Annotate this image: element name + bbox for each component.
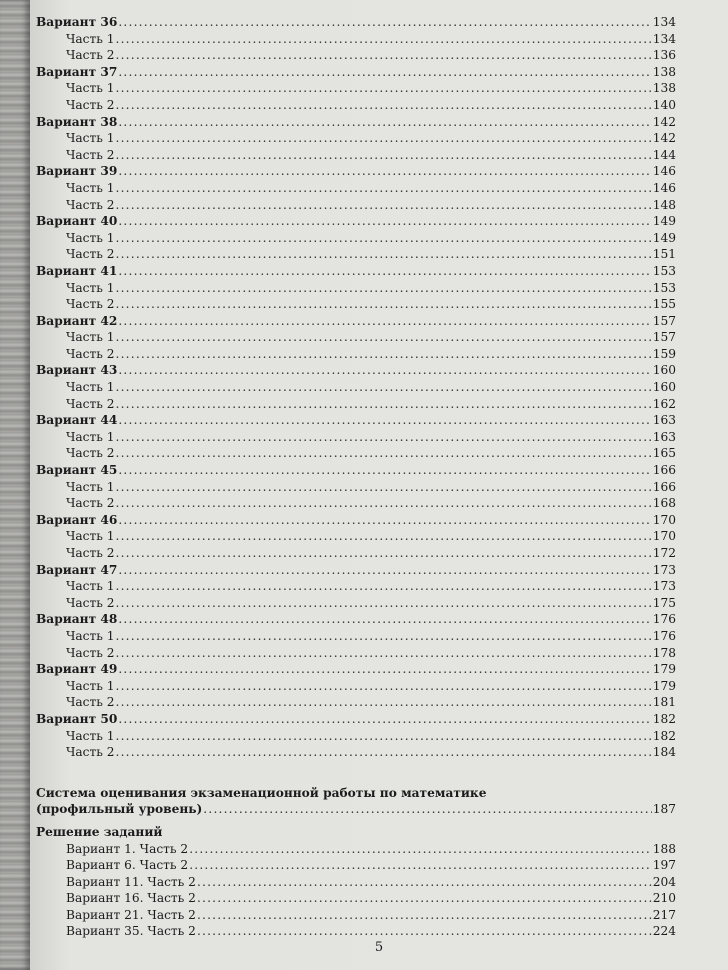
toc-part-entry[interactable] <box>36 246 676 263</box>
toc-part-entry-label: Часть 2 <box>66 645 115 660</box>
leader-dots <box>116 528 652 545</box>
toc-part-entry-label: Часть 1 <box>66 31 115 46</box>
toc-part-entry-page: 178 <box>652 645 676 660</box>
solutions-list <box>36 841 676 941</box>
toc-part-entry[interactable] <box>36 296 676 313</box>
grading-page: 187 <box>652 802 676 817</box>
toc-part-entry[interactable] <box>36 479 676 496</box>
toc-part-entry-label: Часть 2 <box>66 297 115 312</box>
toc-part-entry[interactable] <box>36 80 676 97</box>
leader-dots <box>118 163 651 180</box>
leader-dots <box>118 711 651 728</box>
toc-part-entry-label: Часть 2 <box>66 595 115 610</box>
toc-part-entry-label: Часть 1 <box>66 380 115 395</box>
toc-part-entry[interactable] <box>36 628 676 645</box>
toc-variant-entry[interactable] <box>36 213 676 230</box>
toc-part-entry-page: 163 <box>652 429 676 444</box>
toc-part-entry[interactable] <box>36 47 676 64</box>
toc-part-entry-label: Часть 1 <box>66 429 115 444</box>
leader-dots <box>118 462 651 479</box>
solution-entry-label: Вариант 1. Часть 2 <box>66 841 189 856</box>
leader-dots <box>116 31 652 48</box>
toc-variant-entry-label: Вариант 39 <box>36 164 118 179</box>
solution-entry-label: Вариант 11. Часть 2 <box>66 874 196 889</box>
variant-list <box>36 14 676 761</box>
toc-variant-entry[interactable] <box>36 14 676 31</box>
table-of-contents <box>36 14 676 940</box>
toc-part-entry-page: 166 <box>652 479 676 494</box>
solution-entry-label: Вариант 16. Часть 2 <box>66 891 196 906</box>
leader-dots <box>116 479 652 496</box>
toc-part-entry[interactable] <box>36 346 676 363</box>
toc-part-entry-label: Часть 2 <box>66 446 115 461</box>
leader-dots <box>116 645 652 662</box>
toc-variant-entry-label: Вариант 41 <box>36 263 118 278</box>
toc-part-entry-label: Часть 2 <box>66 197 115 212</box>
toc-part-entry-label: Часть 1 <box>66 728 115 743</box>
leader-dots <box>118 362 651 379</box>
toc-part-entry-page: 134 <box>652 31 676 46</box>
grading-entry[interactable] <box>36 801 676 818</box>
toc-part-entry-page: 149 <box>652 230 676 245</box>
solution-entry-page: 197 <box>652 858 676 873</box>
toc-part-entry-label: Часть 2 <box>66 147 115 162</box>
toc-part-entry[interactable] <box>36 130 676 147</box>
leader-dots <box>116 595 652 612</box>
toc-part-entry[interactable] <box>36 147 676 164</box>
solution-entry[interactable] <box>36 907 676 924</box>
toc-variant-entry-label: Вариант 42 <box>36 313 118 328</box>
toc-part-entry-page: 176 <box>652 628 676 643</box>
toc-part-entry-label: Часть 2 <box>66 247 115 262</box>
toc-variant-entry-label: Вариант 40 <box>36 214 118 229</box>
toc-part-entry-page: 179 <box>652 678 676 693</box>
toc-part-entry-label: Часть 2 <box>66 396 115 411</box>
toc-variant-entry-label: Вариант 49 <box>36 662 118 677</box>
toc-part-entry-label: Часть 2 <box>66 97 115 112</box>
toc-variant-entry-page: 160 <box>652 363 676 378</box>
toc-part-entry-label: Часть 1 <box>66 81 115 96</box>
toc-part-entry-page: 173 <box>652 579 676 594</box>
leader-dots <box>116 80 652 97</box>
toc-part-entry-page: 170 <box>652 529 676 544</box>
leader-dots <box>116 329 652 346</box>
leader-dots <box>118 114 651 131</box>
solution-entry-page: 217 <box>652 907 676 922</box>
toc-variant-entry-label: Вариант 38 <box>36 114 118 129</box>
toc-variant-entry[interactable] <box>36 263 676 280</box>
leader-dots <box>116 280 652 297</box>
leader-dots <box>116 147 652 164</box>
leader-dots <box>189 857 652 874</box>
toc-variant-entry-label: Вариант 37 <box>36 64 118 79</box>
toc-part-entry[interactable] <box>36 280 676 297</box>
toc-part-entry[interactable] <box>36 578 676 595</box>
toc-variant-entry-page: 179 <box>652 662 676 677</box>
toc-part-entry-label: Часть 2 <box>66 496 115 511</box>
leader-dots <box>116 429 652 446</box>
toc-part-entry-page: 168 <box>652 496 676 511</box>
toc-part-entry-label: Часть 2 <box>66 48 115 63</box>
leader-dots <box>203 801 651 818</box>
leader-dots <box>118 562 651 579</box>
toc-part-entry[interactable] <box>36 329 676 346</box>
solution-entry[interactable] <box>36 874 676 891</box>
solution-entry-page: 210 <box>652 891 676 906</box>
leader-dots <box>118 14 651 31</box>
toc-part-entry[interactable] <box>36 429 676 446</box>
leader-dots <box>118 64 651 81</box>
toc-part-entry-page: 151 <box>652 247 676 262</box>
leader-dots <box>197 874 652 891</box>
toc-part-entry-label: Часть 2 <box>66 346 115 361</box>
toc-variant-entry-page: 170 <box>652 512 676 527</box>
toc-part-entry[interactable] <box>36 230 676 247</box>
solution-entry[interactable] <box>36 857 676 874</box>
toc-part-entry-page: 165 <box>652 446 676 461</box>
toc-part-entry[interactable] <box>36 744 676 761</box>
toc-part-entry[interactable] <box>36 396 676 413</box>
toc-variant-entry-label: Вариант 46 <box>36 512 118 527</box>
toc-part-entry[interactable] <box>36 197 676 214</box>
toc-part-entry-page: 136 <box>652 48 676 63</box>
solution-entry-label: Вариант 6. Часть 2 <box>66 858 189 873</box>
toc-variant-entry-page: 149 <box>652 214 676 229</box>
toc-part-entry-label: Часть 1 <box>66 280 115 295</box>
leader-dots <box>116 197 652 214</box>
toc-part-entry-label: Часть 1 <box>66 330 115 345</box>
solution-entry[interactable] <box>36 923 676 940</box>
toc-part-entry[interactable] <box>36 678 676 695</box>
toc-variant-entry-page: 146 <box>652 164 676 179</box>
toc-variant-entry-label: Вариант 50 <box>36 711 118 726</box>
leader-dots <box>189 841 652 858</box>
leader-dots <box>118 512 651 529</box>
toc-part-entry-page: 138 <box>652 81 676 96</box>
solution-entry[interactable] <box>36 841 676 858</box>
leader-dots <box>116 545 652 562</box>
page-number: 5 <box>374 940 384 955</box>
toc-part-entry[interactable] <box>36 528 676 545</box>
toc-part-entry-page: 182 <box>652 728 676 743</box>
leader-dots <box>116 678 652 695</box>
toc-variant-entry-page: 166 <box>652 463 676 478</box>
toc-part-entry-page: 148 <box>652 197 676 212</box>
toc-part-entry-label: Часть 1 <box>66 579 115 594</box>
leader-dots <box>197 890 652 907</box>
solutions-title: Решение заданий <box>36 824 163 839</box>
toc-variant-entry-page: 157 <box>652 313 676 328</box>
toc-part-entry-page: 160 <box>652 380 676 395</box>
leader-dots <box>116 744 652 761</box>
toc-variant-entry-label: Вариант 36 <box>36 15 118 29</box>
leader-dots <box>197 923 652 940</box>
toc-part-entry[interactable] <box>36 645 676 662</box>
leader-dots <box>118 313 651 330</box>
toc-variant-entry-label: Вариант 47 <box>36 562 118 577</box>
toc-variant-entry[interactable] <box>36 611 676 628</box>
leader-dots <box>116 97 652 114</box>
toc-part-entry[interactable] <box>36 31 676 48</box>
leader-dots <box>116 346 652 363</box>
toc-part-entry-page: 175 <box>652 595 676 610</box>
toc-part-entry-page: 162 <box>652 396 676 411</box>
leader-dots <box>116 396 652 413</box>
toc-part-entry-page: 155 <box>652 297 676 312</box>
leader-dots <box>116 296 652 313</box>
toc-variant-entry-page: 182 <box>652 711 676 726</box>
toc-variant-entry[interactable] <box>36 64 676 81</box>
toc-part-entry-label: Часть 1 <box>66 678 115 693</box>
toc-part-entry-page: 153 <box>652 280 676 295</box>
solution-entry-page: 204 <box>652 874 676 889</box>
toc-part-entry[interactable] <box>36 495 676 512</box>
solution-entry-page: 224 <box>652 924 676 939</box>
toc-variant-entry[interactable] <box>36 313 676 330</box>
toc-part-entry[interactable] <box>36 445 676 462</box>
toc-variant-entry-label: Вариант 45 <box>36 463 118 478</box>
leader-dots <box>116 180 652 197</box>
leader-dots <box>118 412 651 429</box>
toc-part-entry-page: 144 <box>652 147 676 162</box>
toc-part-entry-label: Часть 1 <box>66 529 115 544</box>
toc-part-entry[interactable] <box>36 180 676 197</box>
toc-part-entry-page: 146 <box>652 180 676 195</box>
toc-part-entry-label: Часть 1 <box>66 131 115 146</box>
leader-dots <box>116 628 652 645</box>
toc-variant-entry-label: Вариант 44 <box>36 413 118 428</box>
toc-variant-entry-page: 134 <box>652 15 676 29</box>
toc-part-entry[interactable] <box>36 694 676 711</box>
toc-part-entry-label: Часть 2 <box>66 695 115 710</box>
toc-part-entry[interactable] <box>36 545 676 562</box>
leader-dots <box>116 578 652 595</box>
toc-variant-entry[interactable] <box>36 412 676 429</box>
leader-dots <box>197 907 652 924</box>
toc-variant-entry[interactable] <box>36 114 676 131</box>
toc-part-entry-page: 159 <box>652 346 676 361</box>
toc-variant-entry[interactable] <box>36 362 676 379</box>
book-binding <box>0 0 30 970</box>
toc-variant-entry-label: Вариант 43 <box>36 363 118 378</box>
toc-part-entry[interactable] <box>36 97 676 114</box>
toc-part-entry-page: 142 <box>652 131 676 146</box>
toc-part-entry[interactable] <box>36 379 676 396</box>
toc-part-entry-page: 172 <box>652 546 676 560</box>
toc-part-entry-label: Часть 1 <box>66 180 115 195</box>
leader-dots <box>116 230 652 247</box>
leader-dots <box>116 130 652 147</box>
solution-entry-label: Вариант 21. Часть 2 <box>66 907 196 922</box>
toc-part-entry-label: Часть 1 <box>66 230 115 245</box>
leader-dots <box>118 213 651 230</box>
solution-entry-page: 188 <box>652 841 676 856</box>
toc-variant-entry-page: 153 <box>652 263 676 278</box>
leader-dots <box>116 694 652 711</box>
leader-dots <box>118 611 651 628</box>
toc-part-entry-label: Часть 2 <box>66 745 115 760</box>
toc-part-entry[interactable] <box>36 595 676 612</box>
leader-dots <box>116 728 652 745</box>
toc-variant-entry[interactable] <box>36 462 676 479</box>
toc-part-entry[interactable] <box>36 728 676 745</box>
toc-variant-entry-page: 173 <box>652 562 676 577</box>
leader-dots <box>118 263 651 280</box>
solution-entry[interactable] <box>36 890 676 907</box>
toc-variant-entry[interactable] <box>36 711 676 728</box>
toc-variant-entry[interactable] <box>36 661 676 678</box>
leader-dots <box>118 661 651 678</box>
toc-variant-entry-page: 176 <box>652 612 676 627</box>
toc-part-entry-page: 140 <box>652 97 676 112</box>
toc-variant-entry-page: 138 <box>652 64 676 79</box>
toc-variant-entry-label: Вариант 48 <box>36 612 118 627</box>
toc-part-entry-label: Часть 1 <box>66 628 115 643</box>
solution-entry-label: Вариант 35. Часть 2 <box>66 924 196 939</box>
toc-variant-entry-page: 142 <box>652 114 676 129</box>
toc-part-entry-page: 181 <box>652 695 676 710</box>
toc-part-entry-label: Часть 1 <box>66 479 115 494</box>
toc-part-entry-label: Часть 2 <box>66 546 115 560</box>
toc-variant-entry[interactable] <box>36 163 676 180</box>
toc-variant-entry-page: 163 <box>652 413 676 428</box>
leader-dots <box>116 246 652 263</box>
grading-title-line1: Система оценивания экзаменационной работы по математике <box>36 785 487 800</box>
toc-part-entry-page: 184 <box>652 745 676 760</box>
grading-title-line2: (профильный уровень) <box>36 802 203 817</box>
leader-dots <box>116 445 652 462</box>
toc-part-entry-page: 157 <box>652 330 676 345</box>
toc-variant-entry[interactable] <box>36 512 676 529</box>
toc-variant-entry[interactable] <box>36 562 676 579</box>
leader-dots <box>116 379 652 396</box>
leader-dots <box>116 495 652 512</box>
leader-dots <box>116 47 652 64</box>
